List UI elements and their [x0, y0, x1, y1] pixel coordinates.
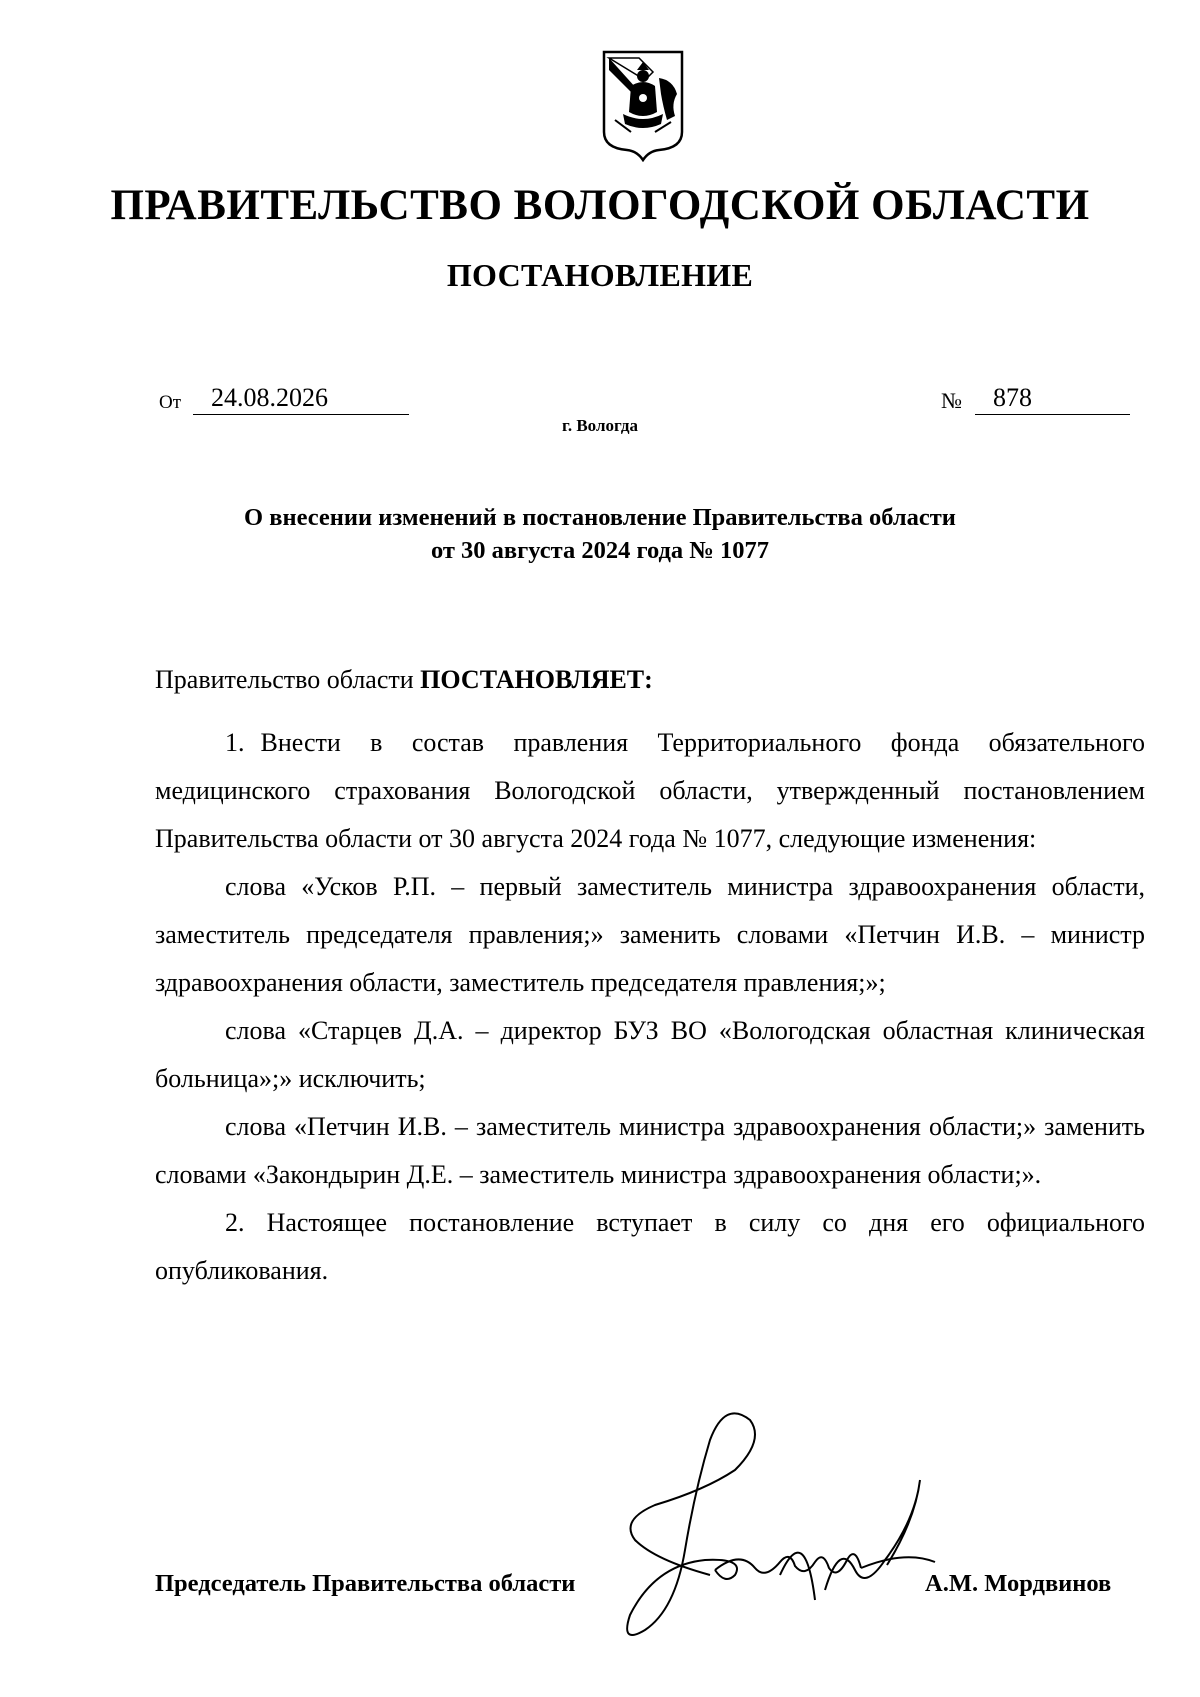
authority-title: ПРАВИТЕЛЬСТВО ВОЛОГОДСКОЙ ОБЛАСТИ: [110, 182, 1090, 229]
signatory-name: А.М. Мордвинов: [925, 1570, 1112, 1597]
subject-line-1: О внесении изменений в постановление Правительства области: [244, 504, 956, 531]
preamble: [155, 656, 1145, 704]
subject-line-2: от 30 августа 2024 года № 1077: [430, 537, 770, 564]
item-1: [155, 719, 1145, 863]
item-1-change-a: слова «Усков Р.П. – первый заместитель министра здравоохранения области, заместитель председателя правления;» заменить словами «Петчин И.В. – министр здравоохранения области, заместитель председателя правления;»;: [155, 872, 1145, 997]
coat-of-arms-icon: [601, 50, 685, 162]
document-subject: [180, 501, 1020, 567]
document-number: 878: [975, 382, 1130, 415]
decree-body: [155, 719, 1145, 1295]
city: г. Вологда: [562, 416, 638, 435]
item-1-change-c: слова «Петчин И.В. – заместитель министра здравоохранения области;» заменить словами «Закондырин Д.Е. – заместитель министра здравоохранения области;».: [155, 1112, 1145, 1189]
handwritten-signature: [615, 1400, 945, 1650]
item-1-change-b: слова «Старцев Д.А. – директор БУЗ ВО «Вологодская областная клиническая больница»;» исключить;: [155, 1016, 1145, 1093]
item-1-text: Внести в состав правления Территориального фонда обязательного медицинского страхования Вологодской области, утвержденный постановлением Правительства области от 30 августа 2024 года № 1077, следующие изменения:: [155, 728, 1145, 853]
number-label: №: [941, 388, 962, 413]
date-label: От: [159, 392, 182, 413]
document-date: 24.08.2026: [193, 382, 409, 415]
signatory-title: Председатель Правительства области: [155, 1570, 576, 1597]
item-2: 2. Настоящее постановление вступает в силу со дня его официального опубликования.: [155, 1208, 1145, 1285]
preamble-decree-word: ПОСТАНОВЛЯЕТ:: [420, 665, 653, 694]
document-type: ПОСТАНОВЛЕНИЕ: [446, 257, 754, 293]
preamble-text: Правительство области: [155, 665, 414, 694]
item-1-number: 1.: [225, 728, 245, 757]
